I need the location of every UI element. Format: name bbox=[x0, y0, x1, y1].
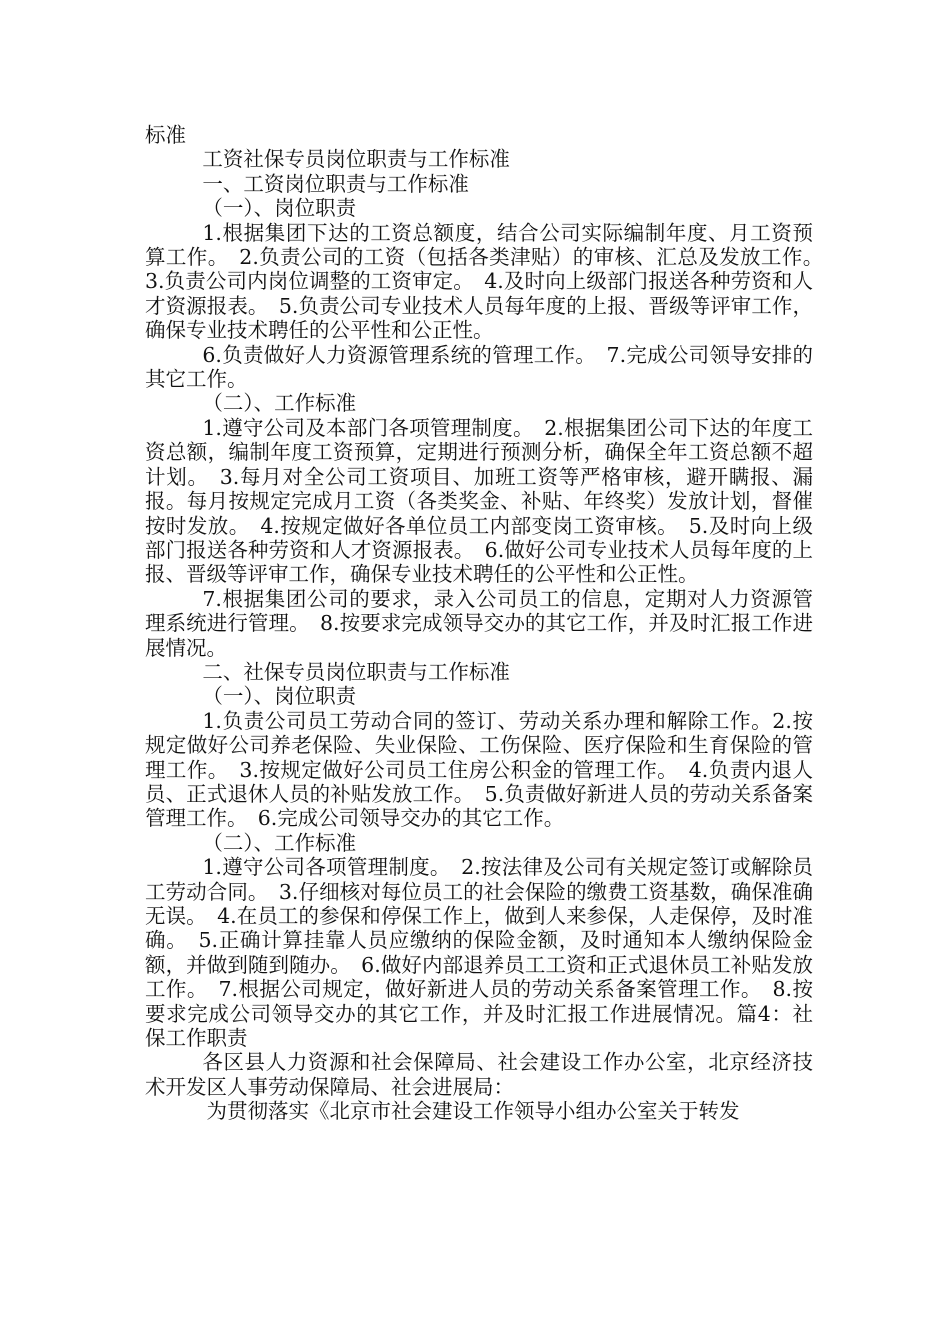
subsection-heading-duties: （一）、岗位职责 bbox=[202, 684, 357, 709]
paragraph: 1.根据集团下达的工资总额度，结合公司实际编制年度、月工资预算工作。 2.负责公司的工资（包括各类津贴）的审核、汇总及发放工作。 3.负责公司内岗位调整的工资审定。 4.及时向上级部门报送各种劳资和人才资源报表。 5.负责公司专业技术人员每年度的上报、晋级等评审工作，确保专业技术聘任的公平性和公正性。 bbox=[145, 220, 834, 343]
paragraph: 1.遵守公司及本部门各项管理制度。 2.根据集团公司下达的年度工资总额，编制年度工资预算，定期进行预测分析，确保全年工资总额不超计划。 3.每月对全公司工资项目、加班工资等严格审核，避开瞒报、漏报。每月按规定完成月工资（各类奖金、补贴、年终奖）发放计划，督催按时发放。 4.按规定做好各单位员工内部变岗工资审核。 5.及时向上级部门报送各种劳资和人才资源报表。 6.做好公司专业技术人员每年度的上报、晋级等评审工作，确保专业技术聘任的公平性和公正性。 bbox=[145, 415, 813, 587]
paragraph: 7.根据集团公司的要求，录入公司员工的信息，定期对人力资源管理系统进行管理。 8.按要求完成领导交办的其它工作，并及时汇报工作进展情况。 bbox=[145, 586, 813, 660]
paragraph: 各区县人力资源和社会保障局、社会建设工作办公室，北京经济技术开发区人事劳动保障局、社会进展局： bbox=[145, 1050, 813, 1099]
document-page bbox=[145, 123, 834, 1124]
subsection-heading-standards: （二）、工作标准 bbox=[202, 391, 357, 416]
section-heading-salary: 一、工资岗位职责与工作标准 bbox=[202, 171, 469, 196]
paragraph: 为贯彻落实《北京市社会建设工作领导小组办公室关于转发 bbox=[206, 1099, 740, 1124]
subsection-heading-duties: （一）、岗位职责 bbox=[202, 196, 357, 221]
paragraph: 1.遵守公司各项管理制度。 2.按法律及公司有关规定签订或解除员工劳动合同。 3.仔细核对每位员工的社会保险的缴费工资基数，确保准确无误。 4.在员工的参保和停保工作上，做到人来参保，人走保停，及时准确。 5.正确计算挂靠人员应缴纳的保险金额，及时通知本人缴纳保险金额，并做到随到随办。 6.做好内部退养员工工资和正式退休员工补贴发放工作。 7.根据公司规定，做好新进人员的劳动关系备案管理工作。 8.按要求完成公司领导交办的其它工作，并及时汇报工作进展情况。篇4：社保工作职责 bbox=[145, 855, 813, 1051]
paragraph: 1.负责公司员工劳动合同的签订、劳动关系办理和解除工作。2.按规定做好公司养老保险、失业保险、工伤保险、医疗保险和生育保险的管理工作。 3.按规定做好公司员工住房公积金的管理工作。 4.负责内退人员、正式退休人员的补贴发放工作。 5.负责做好新进人员的劳动关系备案管理工作。 6.完成公司领导交办的其它工作。 bbox=[145, 708, 813, 831]
section-heading-social-insurance: 二、社保专员岗位职责与工作标准 bbox=[202, 659, 510, 684]
paragraph: 6.负责做好人力资源管理系统的管理工作。 7.完成公司领导安排的其它工作。 bbox=[145, 342, 813, 392]
subsection-heading-standards: （二）、工作标准 bbox=[202, 830, 357, 855]
document-title: 工资社保专员岗位职责与工作标准 bbox=[202, 147, 510, 172]
paragraph-heading-fragment: 标准 bbox=[145, 123, 186, 147]
